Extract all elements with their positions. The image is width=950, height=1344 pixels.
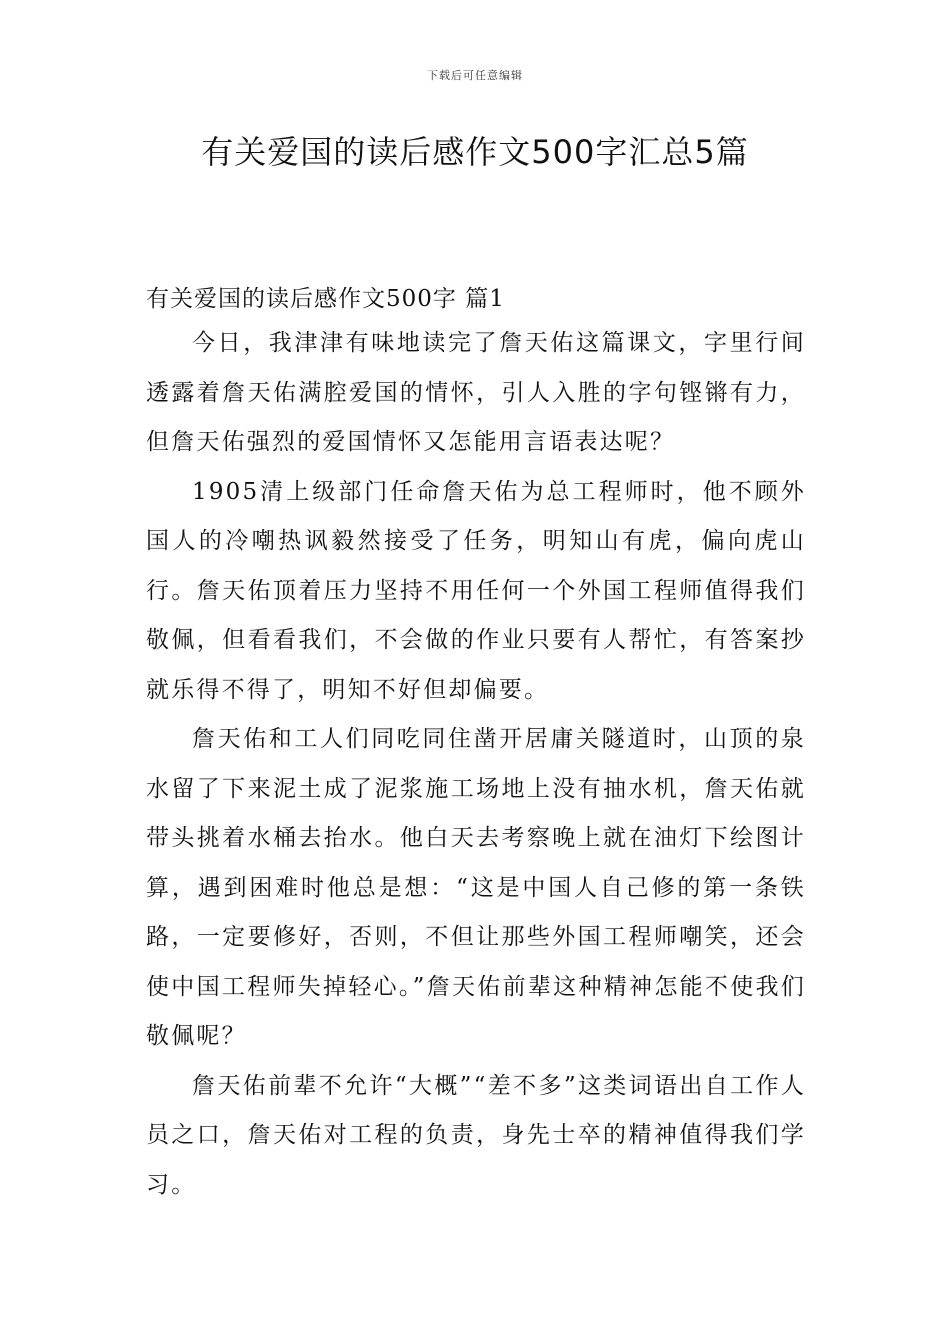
paragraph-4: 詹天佑前辈不允许“大概”“差不多”这类词语出自工作人员之口，詹天佑对工程的负责，身先士卒的精神值得我们学习。 — [146, 1072, 806, 1198]
header-note: 下载后可任意编辑 — [427, 69, 523, 82]
paragraph-3: 詹天佑和工人们同吃同住凿开居庸关隧道时，山顶的泉水留了下来泥土成了泥浆施工场地上没有抽水机，詹天佑就带头挑着水桶去抬水。他白天去考察晚上就在油灯下绘图计算，遇到困难时他总是想：“这是中国人自己修的第一条铁路，一定要修好，否则，不但让那些外国工程师嘲笑，还会使中国工程师失掉轻心。”詹天佑前辈这种精神怎能不使我们敬佩呢？ — [146, 726, 806, 1049]
paragraph-1: 今日，我津津有味地读完了詹天佑这篇课文，字里行间透露着詹天佑满腔爱国的情怀，引人入胜的字句铿锵有力，但詹天佑强烈的爱国情怀又怎能用言语表达呢？ — [146, 330, 806, 455]
document-body — [146, 280, 806, 1210]
section-title: 有关爱国的读后感作文500字 篇1 — [146, 286, 505, 312]
document-title: 有关爱国的读后感作文500字汇总5篇 — [201, 133, 749, 171]
paragraph-2: 1905清上级部门任命詹天佑为总工程师时，他不顾外国人的冷嘲热讽毅然接受了任务，明知山有虎，偏向虎山行。詹天佑顶着压力坚持不用任何一个外国工程师值得我们敬佩，但看看我们，不会做的作业只要有人帮忙，有答案抄就乐得不得了，明知不好但却偏要。 — [146, 478, 806, 703]
